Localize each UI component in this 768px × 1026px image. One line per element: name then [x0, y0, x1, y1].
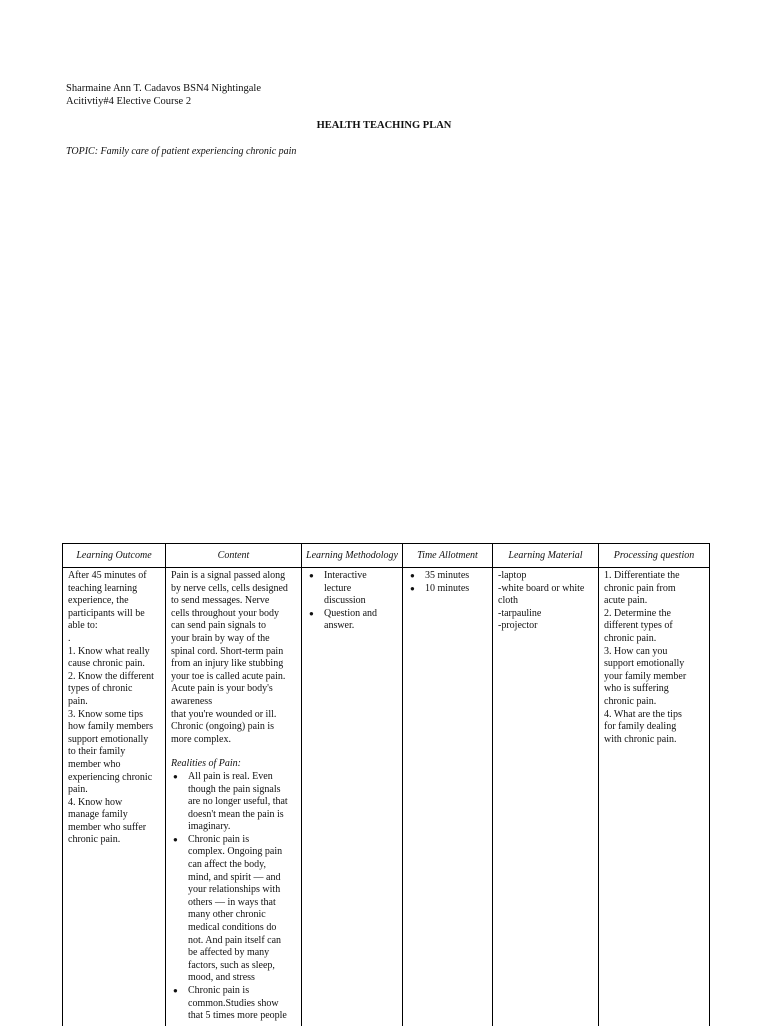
column-header: Time Allotment — [403, 544, 493, 568]
pain-reality-bullet-line: medical conditions do — [188, 922, 297, 935]
outcome-text-line: member who suffer — [68, 822, 161, 835]
content-text-line: Acute pain is your body's — [171, 683, 297, 696]
outcome-text-line: types of chronic — [68, 683, 161, 696]
pain-reality-bullet-line: many other chronic — [188, 909, 297, 922]
content-text-line: your toe is called acute pain. — [171, 671, 297, 684]
material-item: -tarpauline — [498, 608, 594, 621]
outcome-text-line: how family members — [68, 721, 161, 734]
question-text-line: with chronic pain. — [604, 734, 705, 747]
content-text-line: can send pain signals to — [171, 620, 297, 633]
activity-line: Acitivtiy#4 Elective Course 2 — [66, 95, 191, 108]
outcome-text-line: able to: — [68, 620, 161, 633]
outcome-text-line: participants will be — [68, 608, 161, 621]
content-text-line: by nerve cells, cells designed — [171, 583, 297, 596]
question-text-line: 1. Differentiate the — [604, 570, 705, 583]
pain-reality-bullet-line: are no longer useful, that — [188, 796, 297, 809]
content-text-line: spinal cord. Short-term pain — [171, 646, 297, 659]
column-header: Processing question — [599, 544, 710, 568]
methodology-bullet-line: ● Question and — [324, 608, 398, 621]
question-text-line: chronic pain from — [604, 583, 705, 596]
outcome-text-line: manage family — [68, 809, 161, 822]
pain-reality-bullet-line: ● Chronic pain is — [188, 834, 297, 847]
question-text-line: chronic pain. — [604, 633, 705, 646]
question-text-line: who is suffering — [604, 683, 705, 696]
methodology-bullet — [307, 570, 398, 608]
content-text-line: Chronic (ongoing) pain is — [171, 721, 297, 734]
question-text-line: chronic pain. — [604, 696, 705, 709]
processing-question-cell — [599, 568, 710, 1026]
pain-reality-bullet-line: others — in ways that — [188, 897, 297, 910]
pain-reality-bullet — [171, 771, 297, 834]
question-text-line: your family member — [604, 671, 705, 684]
methodology-cell — [302, 568, 403, 1026]
pain-reality-bullet-line: common.Studies show — [188, 998, 297, 1011]
pain-reality-bullet-line: your relationships with — [188, 884, 297, 897]
teaching-plan-table — [62, 543, 710, 1026]
material-item: -projector — [498, 620, 594, 633]
question-text-line: 4. What are the tips — [604, 709, 705, 722]
content-text-line: awareness — [171, 696, 297, 709]
question-text-line: 2. Determine the — [604, 608, 705, 621]
outcome-text-line: experiencing chronic — [68, 772, 161, 785]
question-text-line: acute pain. — [604, 595, 705, 608]
question-text-line: 3. How can you — [604, 646, 705, 659]
table-header-row — [63, 544, 710, 568]
pain-reality-bullet-line: factors, such as sleep, — [188, 960, 297, 973]
pain-reality-bullet — [171, 985, 297, 1023]
outcome-text-line: After 45 minutes of — [68, 570, 161, 583]
outcome-text-line: pain. — [68, 784, 161, 797]
time-allotment-cell — [403, 568, 493, 1026]
outcome-text-line: 2. Know the different — [68, 671, 161, 684]
content-text-line: that you're wounded or ill. — [171, 709, 297, 722]
content-text-line: Pain is a signal passed along — [171, 570, 297, 583]
outcome-text-line: member who — [68, 759, 161, 772]
pain-reality-bullet-line: not. And pain itself can — [188, 935, 297, 948]
pain-reality-bullet-line: ● All pain is real. Even — [188, 771, 297, 784]
material-item: -laptop — [498, 570, 594, 583]
outcome-text-line: to their family — [68, 746, 161, 759]
content-text-line: more complex. — [171, 734, 297, 747]
content-text-line: to send messages. Nerve — [171, 595, 297, 608]
document-title: HEALTH TEACHING PLAN — [0, 120, 768, 131]
pain-reality-bullet-line: mood, and stress — [188, 972, 297, 985]
pain-reality-bullet-line: be affected by many — [188, 947, 297, 960]
pain-reality-bullet-line: though the pain signals — [188, 784, 297, 797]
content-text-line: your brain by way of the — [171, 633, 297, 646]
pain-reality-bullet-line: can affect the body, — [188, 859, 297, 872]
outcome-text-line: . — [68, 633, 161, 646]
outcome-text-line: experience, the — [68, 595, 161, 608]
pain-reality-bullet-line: that 5 times more people — [188, 1010, 297, 1023]
outcome-text-line: chronic pain. — [68, 834, 161, 847]
outcome-text-line: 1. Know what really — [68, 646, 161, 659]
time-bullet: ● 35 minutes — [408, 570, 488, 583]
question-text-line: different types of — [604, 620, 705, 633]
content-cell — [166, 568, 302, 1026]
outcome-text-line: 4. Know how — [68, 797, 161, 810]
methodology-bullet — [307, 608, 398, 633]
learning-outcome-cell — [63, 568, 166, 1026]
topic-line: TOPIC: Family care of patient experiencing chronic pain — [66, 146, 296, 157]
methodology-bullet-line: ● Interactive — [324, 570, 398, 583]
learning-material-cell — [493, 568, 599, 1026]
column-header: Content — [166, 544, 302, 568]
outcome-text-line: cause chronic pain. — [68, 658, 161, 671]
column-header: Learning Outcome — [63, 544, 166, 568]
outcome-text-line: 3. Know some tips — [68, 709, 161, 722]
outcome-text-line: support emotionally — [68, 734, 161, 747]
table-row — [63, 568, 710, 1026]
pain-reality-bullet — [171, 834, 297, 985]
content-text-line: from an injury like stubbing — [171, 658, 297, 671]
methodology-bullet-line: answer. — [324, 620, 398, 633]
pain-reality-bullet-line: ● Chronic pain is — [188, 985, 297, 998]
question-text-line: support emotionally — [604, 658, 705, 671]
author-line: Sharmaine Ann T. Cadavos BSN4 Nightingale — [66, 82, 261, 95]
pain-reality-bullet-line: mind, and spirit — and — [188, 872, 297, 885]
content-text-line: cells throughout your body — [171, 608, 297, 621]
realities-subheading: Realities of Pain: — [171, 758, 297, 771]
outcome-text-line: teaching learning — [68, 583, 161, 596]
pain-reality-bullet-line: doesn't mean the pain is — [188, 809, 297, 822]
time-bullet: ● 10 minutes — [408, 583, 488, 596]
material-item: cloth — [498, 595, 594, 608]
column-header: Learning Methodology — [302, 544, 403, 568]
column-header: Learning Material — [493, 544, 599, 568]
methodology-bullet-line: discussion — [324, 595, 398, 608]
outcome-text-line: pain. — [68, 696, 161, 709]
pain-reality-bullet-line: complex. Ongoing pain — [188, 846, 297, 859]
pain-reality-bullet-line: imaginary. — [188, 821, 297, 834]
material-item: -white board or white — [498, 583, 594, 596]
question-text-line: for family dealing — [604, 721, 705, 734]
methodology-bullet-line: lecture — [324, 583, 398, 596]
